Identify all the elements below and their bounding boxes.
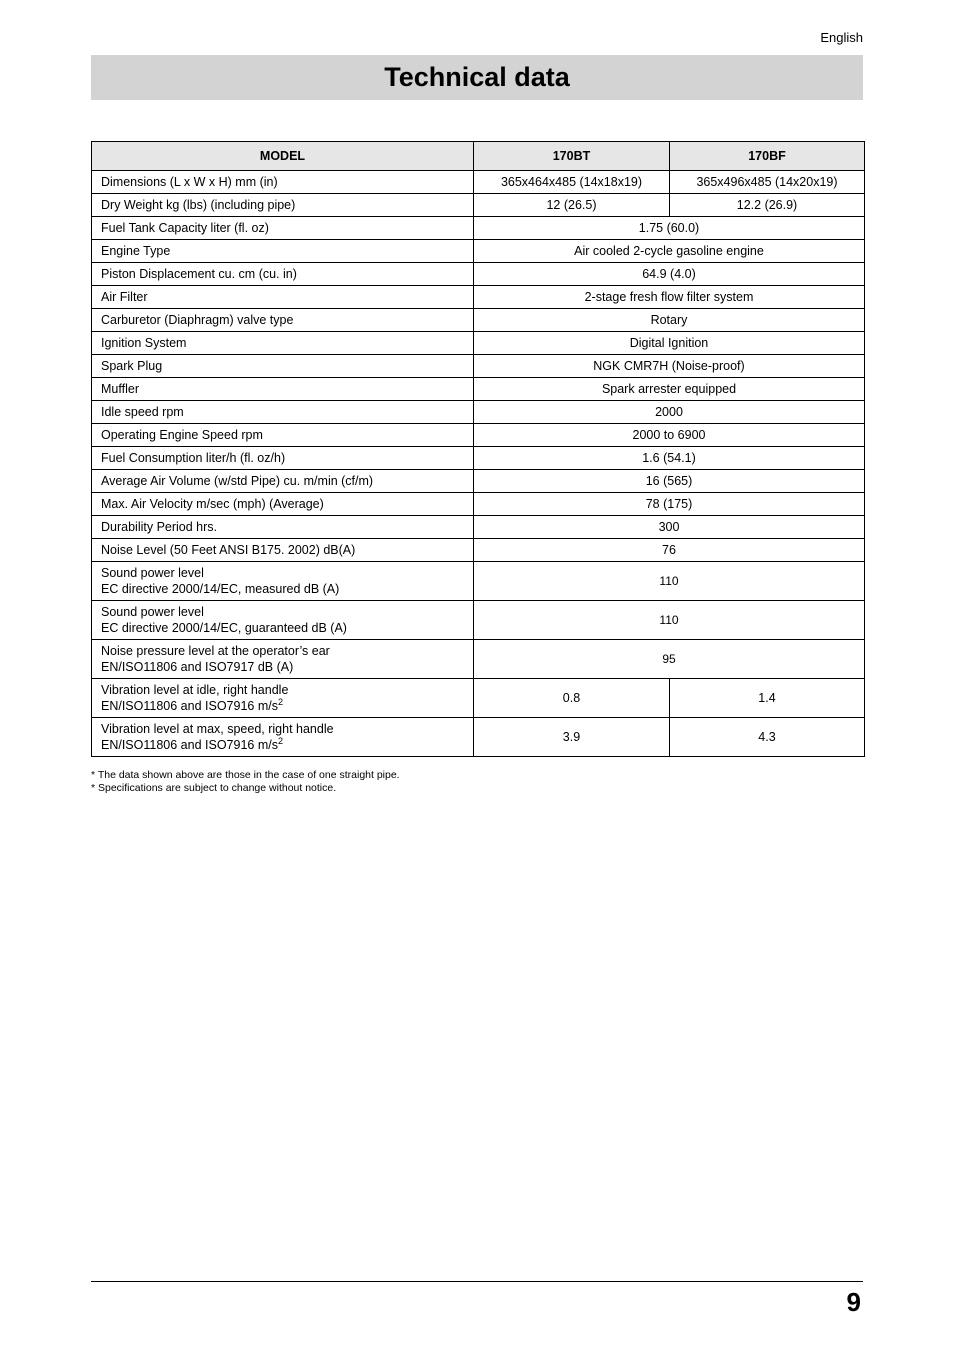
row-label-text: Ignition System	[101, 336, 187, 350]
row-value-shared: 78 (175)	[474, 493, 865, 516]
row-label-line	[101, 620, 464, 636]
row-label	[92, 539, 474, 562]
row-label-text: Operating Engine Speed rpm	[101, 428, 263, 442]
row-label	[92, 640, 474, 679]
row-label-line	[101, 312, 464, 328]
row-label-text: Fuel Consumption liter/h (fl. oz/h)	[101, 451, 286, 465]
row-label-text: EC directive 2000/14/EC, measured dB (A)	[101, 582, 340, 596]
row-label-text: EC directive 2000/14/EC, guaranteed dB (A)	[101, 621, 347, 635]
row-label	[92, 263, 474, 286]
row-label-text: Max. Air Velocity m/sec (mph) (Average)	[101, 497, 324, 511]
row-label	[92, 424, 474, 447]
table-row	[92, 470, 865, 493]
row-label	[92, 516, 474, 539]
row-label-line	[101, 174, 464, 190]
row-value-shared: 110	[474, 562, 865, 601]
row-label	[92, 309, 474, 332]
row-label-line	[101, 197, 464, 213]
table-row	[92, 194, 865, 217]
language-label: English	[820, 30, 863, 45]
row-value-170bf: 4.3	[670, 718, 865, 757]
row-label	[92, 493, 474, 516]
row-label-line	[101, 659, 464, 675]
row-label	[92, 401, 474, 424]
row-label	[92, 679, 474, 718]
row-label	[92, 601, 474, 640]
row-value-170bf: 12.2 (26.9)	[670, 194, 865, 217]
row-label	[92, 286, 474, 309]
row-label-line	[101, 427, 464, 443]
row-value-shared: 64.9 (4.0)	[474, 263, 865, 286]
row-value-shared: 2-stage fresh flow filter system	[474, 286, 865, 309]
row-label-line	[101, 682, 464, 698]
row-value-shared: Digital Ignition	[474, 332, 865, 355]
footnote: * Specifications are subject to change without notice.	[91, 782, 337, 794]
table-row	[92, 332, 865, 355]
row-label	[92, 332, 474, 355]
footer-rule	[91, 1281, 863, 1282]
row-label-line	[101, 220, 464, 236]
row-label-line	[101, 335, 464, 351]
row-label-text: Sound power level	[101, 566, 204, 580]
row-value-shared: 95	[474, 640, 865, 679]
table-row	[92, 171, 865, 194]
row-value-shared: 76	[474, 539, 865, 562]
row-label-text: Noise Level (50 Feet ANSI B175. 2002) dB(A)	[101, 543, 356, 557]
row-value-shared: Air cooled 2-cycle gasoline engine	[474, 240, 865, 263]
row-label-line	[101, 698, 464, 714]
title-banner	[91, 55, 863, 100]
row-label-line	[101, 565, 464, 581]
row-value-170bt: 365x464x485 (14x18x19)	[474, 171, 670, 194]
row-label-text: Idle speed rpm	[101, 405, 184, 419]
row-label-line	[101, 243, 464, 259]
unit-superscript: 2	[277, 735, 283, 746]
row-label-text: Average Air Volume (w/std Pipe) cu. m/min (cf/m)	[101, 474, 374, 488]
table-row	[92, 718, 865, 757]
row-label-line	[101, 266, 464, 282]
row-label-text: Dry Weight kg (lbs) (including pipe)	[101, 198, 296, 212]
row-value-shared: 300	[474, 516, 865, 539]
row-label-line	[101, 496, 464, 512]
row-label-text: EN/ISO11806 and ISO7916 m/s	[101, 699, 278, 713]
row-label	[92, 240, 474, 263]
table-row	[92, 539, 865, 562]
row-value-170bf: 1.4	[670, 679, 865, 718]
row-label-line	[101, 381, 464, 397]
row-value-shared: Rotary	[474, 309, 865, 332]
header-170bt: 170BT	[474, 142, 670, 171]
row-label-text: EN/ISO11806 and ISO7916 m/s	[101, 738, 278, 752]
table-row	[92, 424, 865, 447]
row-label-text: Vibration level at max, speed, right handle	[101, 722, 334, 736]
row-label-text: Noise pressure level at the operator’s ear	[101, 644, 330, 658]
table-row	[92, 640, 865, 679]
row-label-line	[101, 473, 464, 489]
row-label-line	[101, 643, 464, 659]
row-value-shared: Spark arrester equipped	[474, 378, 865, 401]
table-row	[92, 309, 865, 332]
header-170bf: 170BF	[670, 142, 865, 171]
row-label	[92, 378, 474, 401]
row-label-line	[101, 358, 464, 374]
row-label-line	[101, 737, 464, 753]
row-label-text: Muffler	[101, 382, 139, 396]
row-label-text: Durability Period hrs.	[101, 520, 218, 534]
table-row	[92, 601, 865, 640]
row-label	[92, 194, 474, 217]
row-label	[92, 562, 474, 601]
row-label-text: Dimensions (L x W x H) mm (in)	[101, 175, 278, 189]
row-label	[92, 217, 474, 240]
row-label-line	[101, 404, 464, 420]
table-row	[92, 493, 865, 516]
table-row	[92, 401, 865, 424]
row-label	[92, 355, 474, 378]
row-value-shared: 110	[474, 601, 865, 640]
row-label-line	[101, 542, 464, 558]
table-row	[92, 516, 865, 539]
row-label	[92, 718, 474, 757]
row-label-text: Vibration level at idle, right handle	[101, 683, 289, 697]
row-value-170bt: 0.8	[474, 679, 670, 718]
row-label-text: Sound power level	[101, 605, 204, 619]
row-label-text: Air Filter	[101, 290, 148, 304]
table-row	[92, 378, 865, 401]
row-label-text: Spark Plug	[101, 359, 163, 373]
row-label-line	[101, 721, 464, 737]
row-label-line	[101, 581, 464, 597]
table-row	[92, 286, 865, 309]
technical-data-table	[91, 141, 865, 757]
row-label-text: Piston Displacement cu. cm (cu. in)	[101, 267, 297, 281]
table-row	[92, 263, 865, 286]
table-header-row	[92, 142, 865, 171]
row-label-line	[101, 450, 464, 466]
row-label-text: EN/ISO11806 and ISO7917 dB (A)	[101, 660, 294, 674]
footnotes	[91, 769, 400, 795]
row-label-line	[101, 604, 464, 620]
row-value-170bf: 365x496x485 (14x20x19)	[670, 171, 865, 194]
row-value-shared: 16 (565)	[474, 470, 865, 493]
page-title: Technical data	[384, 62, 570, 92]
row-value-shared: NGK CMR7H (Noise-proof)	[474, 355, 865, 378]
row-value-170bt: 3.9	[474, 718, 670, 757]
row-label-line	[101, 519, 464, 535]
header-model: MODEL	[92, 142, 474, 171]
row-value-shared: 2000	[474, 401, 865, 424]
table-row	[92, 679, 865, 718]
row-label	[92, 470, 474, 493]
table-row	[92, 562, 865, 601]
table-row	[92, 217, 865, 240]
row-value-shared: 1.75 (60.0)	[474, 217, 865, 240]
table-row	[92, 355, 865, 378]
page-number: 9	[846, 1287, 861, 1317]
row-label	[92, 447, 474, 470]
row-label-text: Fuel Tank Capacity liter (fl. oz)	[101, 221, 269, 235]
row-label	[92, 171, 474, 194]
table-body	[92, 171, 865, 757]
table-row	[92, 240, 865, 263]
table-row	[92, 447, 865, 470]
row-value-170bt: 12 (26.5)	[474, 194, 670, 217]
row-label-text: Engine Type	[101, 244, 171, 258]
footnote: * The data shown above are those in the case of one straight pipe.	[91, 769, 400, 781]
row-value-shared: 1.6 (54.1)	[474, 447, 865, 470]
row-value-shared: 2000 to 6900	[474, 424, 865, 447]
row-label-line	[101, 289, 464, 305]
unit-superscript: 2	[277, 696, 283, 707]
row-label-text: Carburetor (Diaphragm) valve type	[101, 313, 294, 327]
